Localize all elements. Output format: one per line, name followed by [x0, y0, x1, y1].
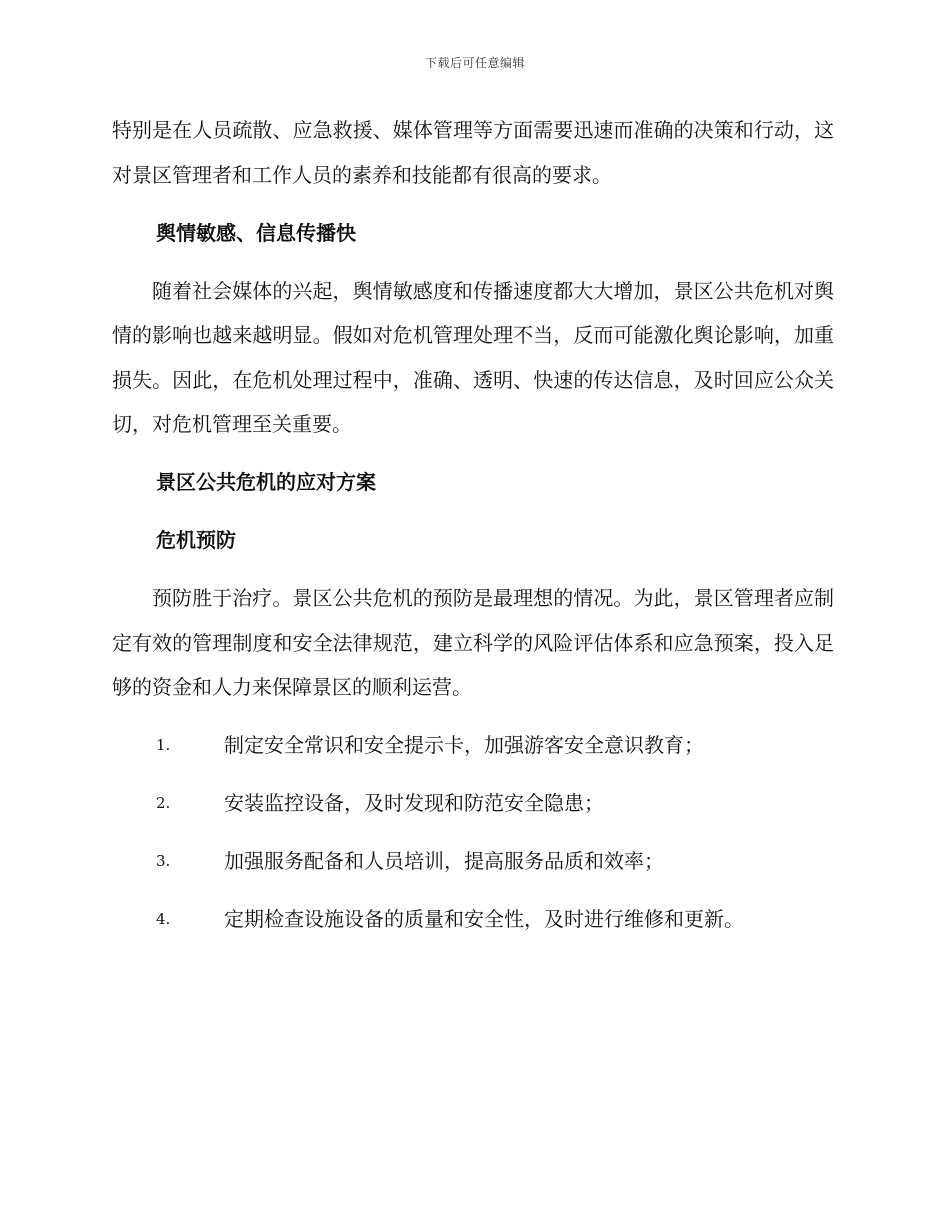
header-note: 下载后可任意编辑: [424, 56, 525, 70]
list-item-text: 加强服务配备和人员培训，提高服务品质和效率；: [224, 849, 664, 873]
list-item-text: 安装监控设备，及时发现和防范安全隐患；: [224, 791, 604, 815]
list-item: [112, 839, 834, 884]
list-item: [112, 723, 834, 768]
heading-response-plan: 景区公共危机的应对方案: [156, 470, 376, 494]
document-body: [112, 108, 834, 955]
list-item-number: 1.: [156, 736, 171, 754]
heading-public-opinion: 舆情敏感、信息传播快: [156, 220, 356, 245]
paragraph-continuation: 特别是在人员疏散、应急救援、媒体管理等方面需要迅速而准确的决策和行动，这对景区管理者和工作人员的素养和技能都有很高的要求。: [112, 118, 834, 187]
list-item-number: 3.: [156, 852, 171, 870]
list-item-number: 4.: [156, 910, 171, 928]
paragraph-public-opinion: 随着社会媒体的兴起，舆情敏感度和传播速度都大大增加，景区公共危机对舆情的影响也越来越明显。假如对危机管理处理不当，反而可能激化舆论影响，加重损失。因此，在危机处理过程中，准确、透明、快速的传达信息，及时回应公众关切，对危机管理至关重要。: [112, 278, 834, 436]
heading-crisis-prevention: 危机预防: [156, 528, 236, 552]
list-item-text: 制定安全常识和安全提示卡，加强游客安全意识教育；: [224, 733, 704, 757]
list-item: [112, 781, 834, 826]
list-item-number: 2.: [156, 794, 171, 812]
paragraph-crisis-prevention: 预防胜于治疗。景区公共危机的预防是最理想的情况。为此，景区管理者应制定有效的管理制度和安全法律规范，建立科学的风险评估体系和应急预案，投入足够的资金和人力来保障景区的顺利运营。: [112, 586, 834, 699]
prevention-measures-list: [112, 723, 834, 942]
list-item-text: 定期检查设施设备的质量和安全性，及时进行维修和更新。: [224, 907, 744, 931]
list-item: [112, 897, 834, 942]
